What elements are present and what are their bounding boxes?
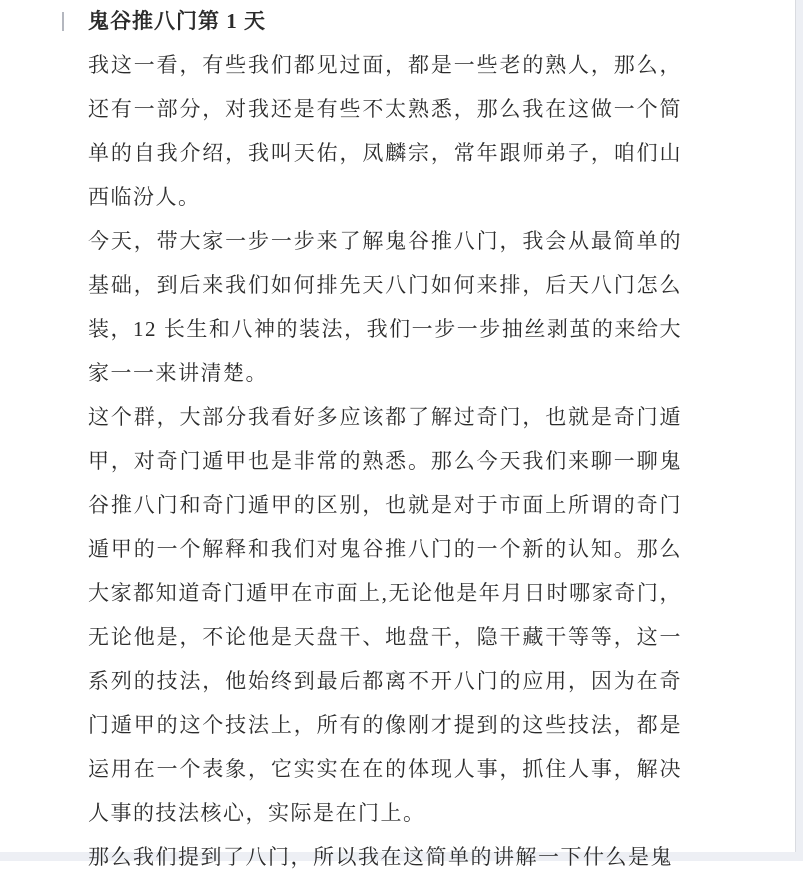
text-cursor	[62, 12, 64, 31]
paragraph-qimen-comparison[interactable]: 这个群，大部分我看好多应该都了解过奇门，也就是奇门遁甲，对奇门遁甲也是非常的熟悉。那么今天我们来聊一聊鬼谷推八门和奇门遁甲的区别，也就是对于市面上所谓的奇门遁甲的一个解释和我们对鬼谷推八门的一个新的认知。那么大家都知道奇门遁甲在市面上,无论他是年月日时哪家奇门，无论他是，不论他是天盘干、地盘干，隐干藏干等等，这一系列的技法，他始终到最后都离不开八门的应用，因为在奇门遁甲的这个技法上，所有的像刚才提到的这些技法，都是运用在一个表象，它实实在在的体现人事，抓住人事，解决人事的技法核心，实际是在门上。	[88, 405, 682, 825]
document-title[interactable]: 鬼谷推八门第 1 天	[88, 9, 266, 33]
paragraph-course-overview[interactable]: 今天，带大家一步一步来了解鬼谷推八门，我会从最简单的基础，到后来我们如何排先天八门如何来排，后天八门怎么装，12 长生和八神的装法，我们一步一步抽丝剥茧的来给大家一一来讲清楚。	[88, 229, 682, 385]
paragraph-eight-gates-cutoff[interactable]: 那么我们提到了八门，所以我在这简单的讲解一下什么是鬼	[88, 845, 673, 869]
document-body	[88, 0, 682, 879]
paragraph-intro[interactable]: 我这一看，有些我们都见过面，都是一些老的熟人，那么，还有一部分，对我还是有些不太熟悉，那么我在这做一个简单的自我介绍，我叫天佑，凤麟宗，常年跟师弟子，咱们山西临汾人。	[88, 53, 682, 209]
